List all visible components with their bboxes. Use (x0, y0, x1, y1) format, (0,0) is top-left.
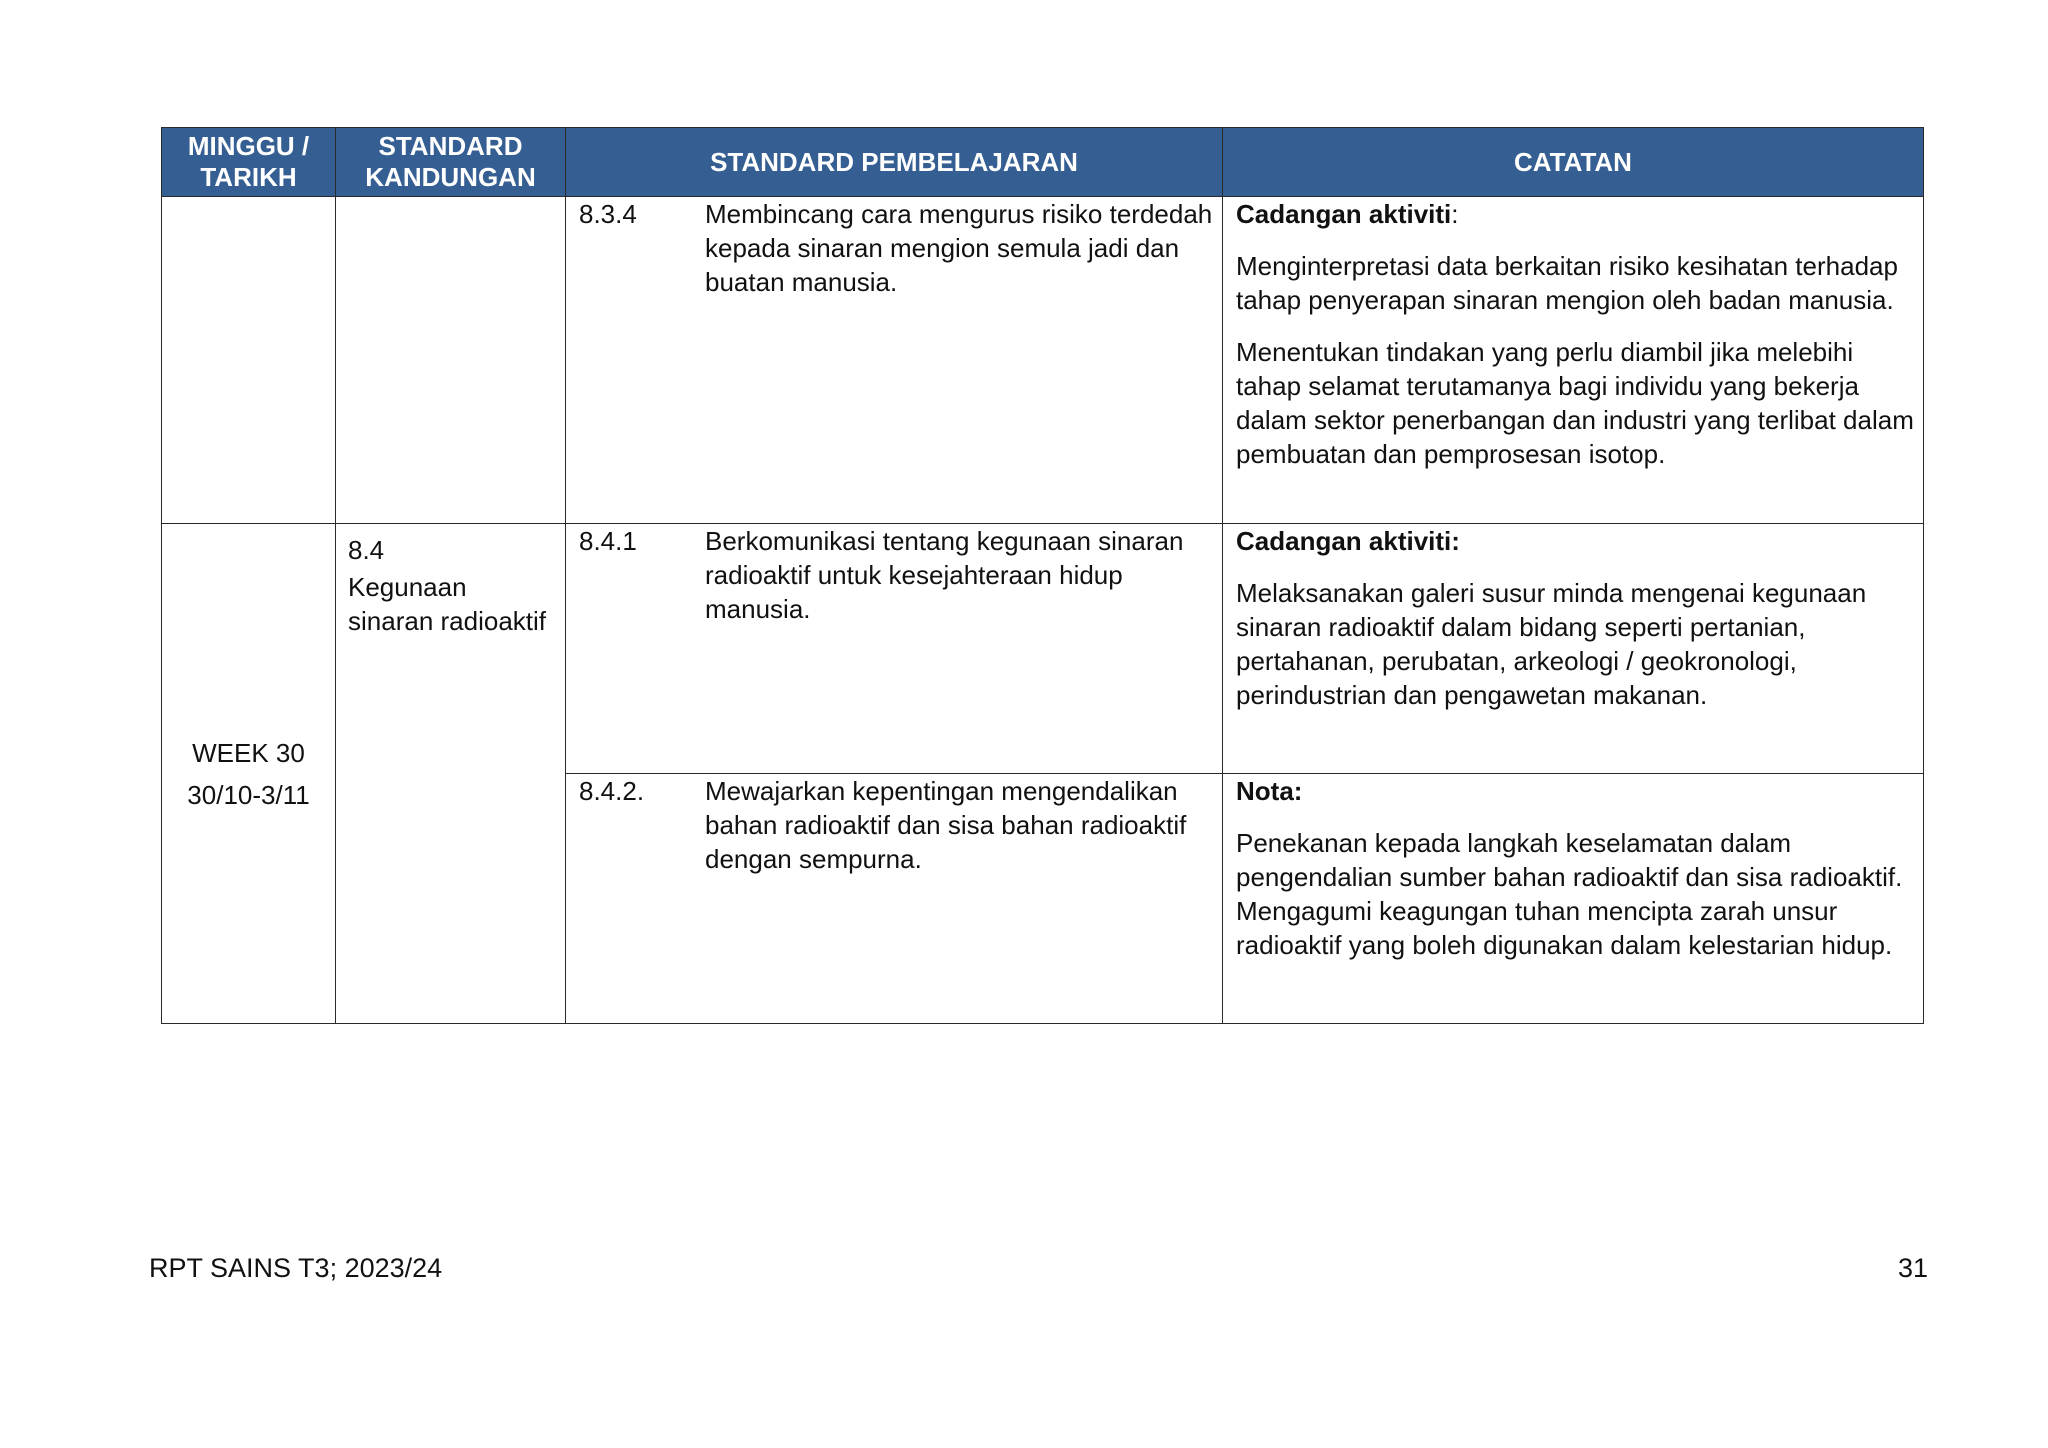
week-cell-empty (162, 197, 336, 524)
header-minggu-tarikh (162, 128, 336, 197)
catatan-title: Nota: (1236, 776, 1303, 806)
catatan-cell (1223, 524, 1924, 774)
sk-title: Kegunaan sinaran radioaktif (348, 572, 546, 636)
catatan-paragraph: Melaksanakan galeri susur minda mengenai kegunaan sinaran radioaktif dalam bidang seperti pertanian, pertahanan, perubatan, arkeologi / geokronologi, perindustrian dan pengawetan makanan. (1236, 578, 1867, 710)
catatan-cell (1223, 197, 1924, 524)
sp-cell (566, 197, 1223, 524)
week-cell (162, 524, 336, 1024)
scheme-table (161, 127, 1924, 1024)
catatan-paragraph: Penekanan kepada langkah keselamatan dalam pengendalian sumber bahan radioaktif dan sisa radioaktif. (1236, 828, 1903, 892)
sp-cell (566, 774, 1223, 1024)
table-header-row (162, 128, 1924, 197)
sp-code: 8.3.4 (579, 199, 637, 229)
catatan-title (1236, 197, 1917, 231)
sk-code: 8.4 (348, 535, 385, 565)
catatan-title-text: Cadangan aktiviti (1236, 199, 1452, 229)
header-standard: STANDARD (378, 131, 523, 161)
header-minggu: MINGGU / (187, 131, 310, 161)
page-number: 31 (1897, 1253, 1928, 1283)
week-date: 30/10-3/11 (187, 779, 310, 810)
sk-cell-empty (336, 197, 566, 524)
catatan-title-suffix: : (1451, 199, 1459, 229)
header-standard-kandungan (336, 128, 566, 197)
sp-text: Membincang cara mengurus risiko terdedah kepada sinaran mengion semula jadi dan buatan manusia. (705, 199, 1213, 297)
header-kandungan: KANDUNGAN (365, 162, 536, 192)
header-tarikh: TARIKH (200, 162, 297, 192)
catatan-title: Cadangan aktiviti: (1236, 526, 1460, 556)
sp-cell (566, 524, 1223, 774)
sp-code: 8.4.1 (579, 526, 637, 556)
week-label: WEEK 30 (192, 737, 305, 768)
sk-cell (336, 524, 566, 1024)
table-row (162, 524, 1924, 774)
header-catatan: CATATAN (1223, 128, 1924, 197)
sp-text: Berkomunikasi tentang kegunaan sinaran radioaktif untuk kesejahteraan hidup manusia. (705, 526, 1184, 624)
table-row (162, 197, 1924, 524)
footer-document-title: RPT SAINS T3; 2023/24 (149, 1253, 443, 1283)
catatan-paragraph: Mengagumi keagungan tuhan mencipta zarah unsur radioaktif yang boleh digunakan dalam kelestarian hidup. (1236, 896, 1893, 960)
catatan-paragraph: Menentukan tindakan yang perlu diambil jika melebihi tahap selamat terutamanya bagi individu yang bekerja dalam sektor penerbangan dan industri yang terlibat dalam pembuatan dan pemprosesan isotop. (1236, 337, 1914, 469)
sp-text: Mewajarkan kepentingan mengendalikan bahan radioaktif dan sisa bahan radioaktif dengan sempurna. (705, 776, 1187, 874)
sp-code: 8.4.2. (579, 776, 645, 806)
catatan-paragraph: Menginterpretasi data berkaitan risiko kesihatan terhadap tahap penyerapan sinaran mengion oleh badan manusia. (1236, 251, 1898, 315)
header-standard-pembelajaran: STANDARD PEMBELAJARAN (566, 128, 1223, 197)
catatan-cell (1223, 774, 1924, 1024)
